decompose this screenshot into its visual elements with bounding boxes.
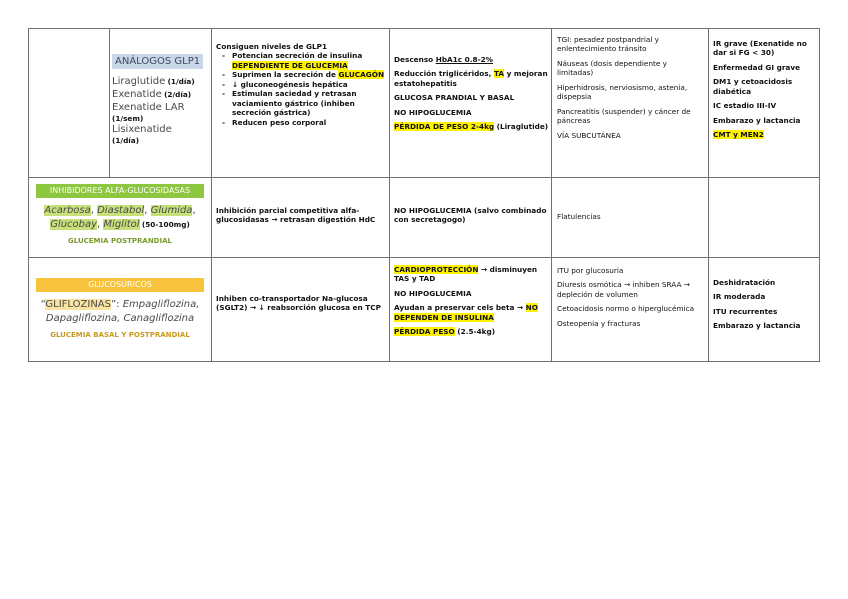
col-divider-2 <box>389 28 390 362</box>
glp1-class-title: ANÁLOGOS GLP1 <box>112 54 203 69</box>
sglt2-adverse-cell <box>557 266 705 328</box>
contra-item: IR grave (Exenatide no dar si FG < 30) <box>713 39 807 58</box>
effect-nohipo: NO HIPOGLUCEMIA <box>394 107 472 117</box>
sglt2-effects-cell <box>394 265 549 337</box>
adverse-item: Pancreatitis (suspender) y cáncer de páncreas <box>557 106 691 126</box>
glp1-effects-cell <box>394 55 549 132</box>
contra-item: IR moderada <box>713 292 766 302</box>
sglt2-target: GLUCEMIA BASAL Y POSTPRANDIAL <box>50 331 190 340</box>
table-right-border <box>819 28 820 362</box>
drug-item: Exenatide (2/día) <box>112 89 192 100</box>
alfa-target: GLUCEMIA POSTPRANDIAL <box>68 237 172 246</box>
col-divider-a <box>109 28 110 178</box>
mechanism-item: - Suprimen la secreción de GLUCAGÓN <box>232 70 386 79</box>
drug-dose: (1/sem) <box>112 114 144 123</box>
col-divider-3 <box>551 28 552 362</box>
alfa-adverse-cell: Flatulencias <box>557 212 601 221</box>
adverse-item: Hiperhidrosis, nerviosismo, astenia, dispepsia <box>557 82 688 102</box>
effect-cardio: CARDIOPROTECCIÓN → disminuyen TAS y TAD <box>394 265 538 284</box>
effect-beta: Ayudan a preservar cels beta → NO DEPENDEN DE INSULINA <box>394 303 538 322</box>
effect-hba1c: Descenso HbA1c 0.8-2% <box>394 55 493 64</box>
adverse-item: TGI: pesadez postpandrial y enlentecimiento tránsito <box>557 35 659 54</box>
contra-item: ITU recurrentes <box>713 306 778 316</box>
effect-nohipo: NO HIPOGLUCEMIA <box>394 288 472 298</box>
contra-item: Embarazo y lactancia <box>713 115 801 125</box>
effect-peso: PÉRDIDA PESO (2.5-4kg) <box>394 327 496 337</box>
mechanism-item: - Potencian secreción de insulina DEPENDIENTE DE GLUCEMIA <box>232 51 386 70</box>
contra-item-highlight: CMT y MEN2 <box>713 130 764 140</box>
contra-item: Deshidratación <box>713 278 776 287</box>
glp1-drug-cell <box>112 54 210 146</box>
sglt2-contra-cell <box>713 278 817 331</box>
sglt2-drug-cell: GLUCOSÚRICOS “GLIFLOZINAS”: Empagliflozina, Dapagliflozina, Canagliflozina GLUCEMIA BASAL Y POSTPRANDIAL <box>32 278 208 340</box>
adverse-item: Osteopenia y fracturas <box>557 318 641 328</box>
mechanism-item: - Reducen peso corporal <box>232 118 386 127</box>
glp1-mechanism-cell <box>216 42 386 127</box>
adverse-item: VÍA SUBCUTÁNEA <box>557 130 621 140</box>
drug-item: Exenatide LAR <box>112 102 185 113</box>
contra-item: DM1 y cetoacidosis diabética <box>713 77 793 96</box>
glp1-contra-cell <box>713 39 817 140</box>
col-divider-1 <box>211 28 212 362</box>
alfa-mechanism-cell: Inhibición parcial competitiva alfa-glucosidasas → retrasan digestión HdC <box>216 206 376 225</box>
alfa-effects-cell: NO HIPOGLUCEMIA (salvo combinado con secretagogo) <box>394 206 547 225</box>
mechanism-item: - Estimulan saciedad y retrasan vaciamiento gástrico (inhiben secreción gástrica) <box>232 89 386 117</box>
alfa-drug-cell: INHIBIDORES ALFA-GLUCOSIDASAS Acarbosa, Diastabol, Glumida, Glucobay, Miglitol (50-100mg) GLUCEMIA POSTPRANDIAL <box>32 184 208 246</box>
drug-dose: (1/día) <box>112 136 140 146</box>
glp1-adverse-cell <box>557 35 705 140</box>
mechanism-item: - ↓ gluconeogénesis hepática <box>232 80 386 89</box>
contra-item: Enfermedad GI grave <box>713 62 801 72</box>
effect-peso: PÉRDIDA DE PESO 2-4kg (Liraglutide) <box>394 122 549 132</box>
col-divider-4 <box>708 28 709 362</box>
adverse-item: Náuseas (dosis dependiente y limitadas) <box>557 58 667 78</box>
drug-item: Liraglutide (1/día) <box>112 76 195 87</box>
contra-item: Embarazo y lactancia <box>713 321 801 331</box>
adverse-item: Cetoacidosis normo o hiperglucémica <box>557 304 695 314</box>
effect-glucosa: GLUCOSA PRANDIAL Y BASAL <box>394 93 515 103</box>
effect-trig: Reducción triglicéridos, TA y mejoran estatohepatitis <box>394 69 548 88</box>
sglt2-mechanism-cell: Inhiben co-transportador Na-glucosa (SGLT2) → ↓ reabsorción glucosa en TCP <box>216 294 381 313</box>
table-left-border <box>28 28 29 362</box>
row-divider-1 <box>28 177 819 178</box>
row-divider-2 <box>28 257 819 258</box>
sglt2-class-title: GLUCOSÚRICOS <box>36 278 204 292</box>
mechanism-intro: Consiguen niveles de GLP1 <box>216 42 328 51</box>
table-top-border <box>28 28 819 29</box>
adverse-item: Diuresis osmótica → inhiben SRAA → depleción de volumen <box>557 280 690 299</box>
contra-item: IC estadio III-IV <box>713 101 777 111</box>
drug-item: Lisixenatide <box>112 124 172 136</box>
adverse-item: ITU por glucosuria <box>557 266 624 275</box>
alfa-class-title: INHIBIDORES ALFA-GLUCOSIDASAS <box>36 184 204 198</box>
table-bottom-border <box>28 361 819 362</box>
